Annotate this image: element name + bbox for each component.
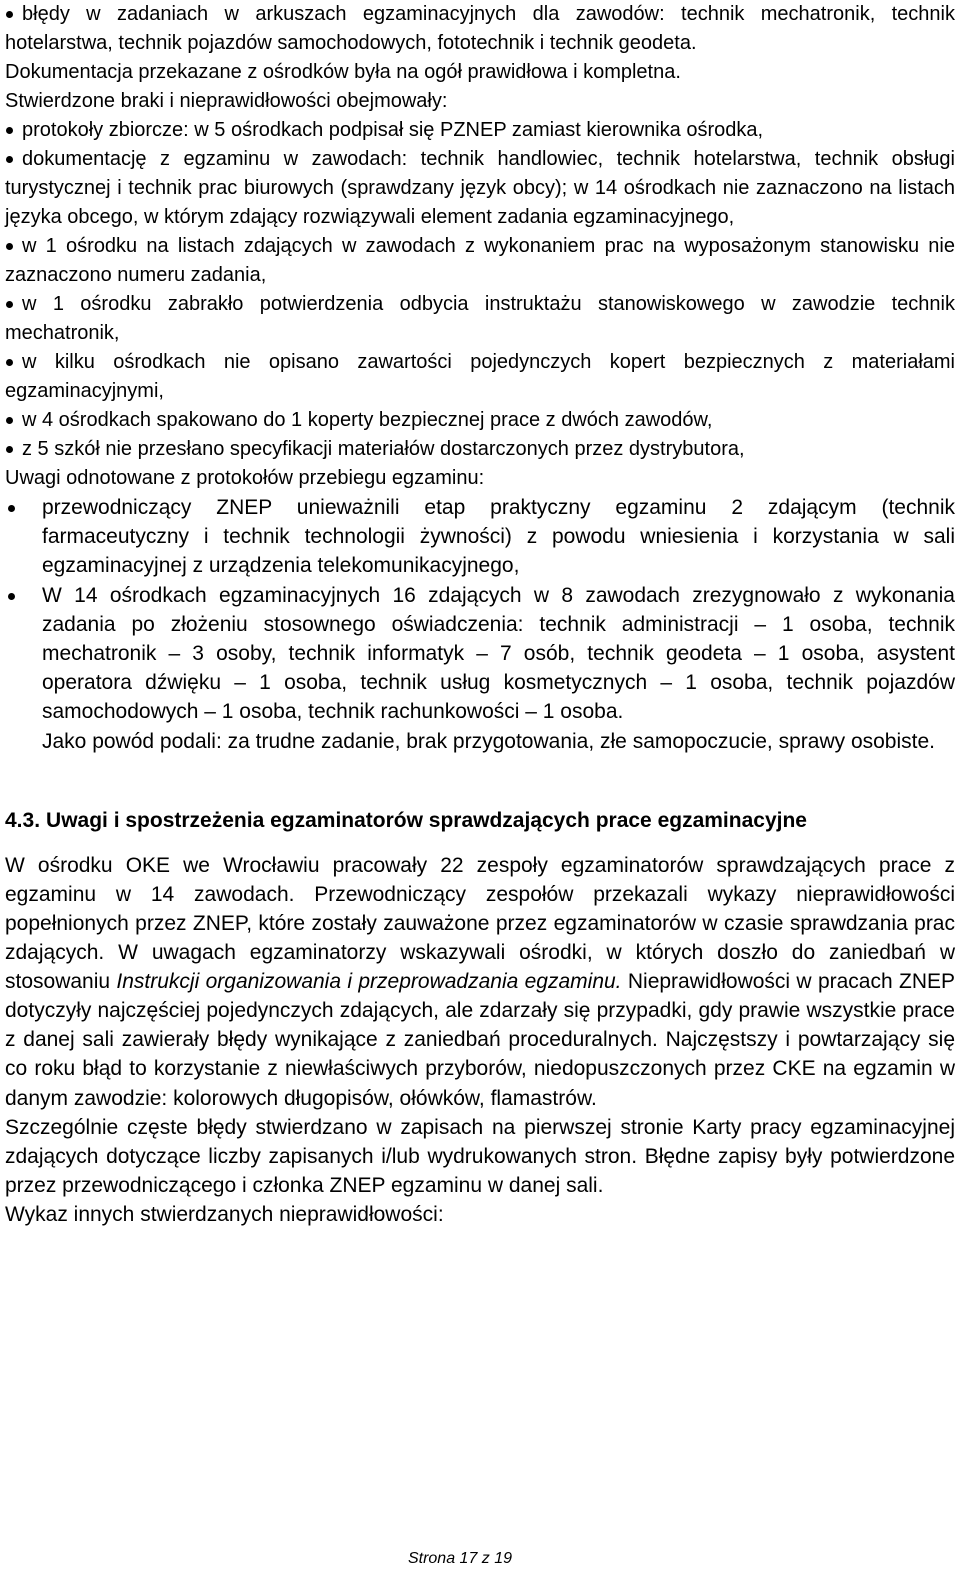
paragraph-1 xyxy=(5,851,955,1113)
list-item: w kilku ośrodkach nie opisano zawartości pojedynczych kopert bezpiecznych z materiałami egzaminacyjnymi, xyxy=(5,348,955,406)
list-item: w 1 ośrodku zabrakło potwierdzenia odbycia instruktażu stanowiskowego w zawodzie technik mechatronik, xyxy=(5,290,955,348)
list-item: z 5 szkół nie przesłano specyfikacji materiałów dostarczonych przez dystrybutora, xyxy=(5,435,955,464)
paragraph-documentation: Dokumentacja przekazane z ośrodków była na ogół prawidłowa i kompletna. xyxy=(5,61,681,83)
paragraph-1-text-a: W ośrodku OKE we Wrocławiu pracowały 22 zespoły egzaminatorów sprawdzających prace z egzaminu w 14 zawodach. Przewodniczący zespołów przekazali wykazy nieprawidłowości popełnionych przez ZNEP, które zostały zauważone przez egzaminatorów w czasie sprawdzania prac zdających. W uwagach egzaminatorzy wskazywali ośrodki, w których doszło do zaniedbań w stosowaniu xyxy=(5,853,955,994)
list-item: W 14 ośrodkach egzaminacyjnych 16 zdających w 8 zawodach zrezygnowało z wykonania zadania po złożeniu stosownego oświadczenia: technik administracji – 1 osoba, technik mechatronik – 3 osoby, technik informatyk – 7 osób, technik geodeta – 1 osoba, asystent operatora dźwięku – 1 osoba, technik usług kosmetycznych – 1 osoba, technik pojazdów samochodowych – 1 osoba, technik rachunkowości – 1 osoba. xyxy=(5,581,955,727)
list-item: błędy w zadaniach w arkuszach egzaminacyjnych dla zawodów: technik mechatronik, technik hotelarstwa, technik pojazdów samochodowych, fototechnik i technik geodeta. xyxy=(5,0,955,58)
paragraph-1-text-b: Nieprawidłowości w pracach ZNEP dotyczyły najczęściej pojedynczych zdających, ale zdarzały się przypadki, gdy prawie wszystkie prace z danej sali zawierały błędy wynikające z zaniedbań proceduralnych. Najczęstszy i powtarzający się co roku błąd to korzystanie z niewłaściwych przyborów, niedopuszczonych przez CKE na egzamin w danym zawodzie: kolorowych długopisów, ołówków, flamastrów. xyxy=(5,970,955,1110)
paragraph-2: Szczególnie częste błędy stwierdzano w zapisach na pierwszej stronie Karty pracy egzaminacyjnej zdających dotyczące liczby zapisanych i/lub wydrukowanych stron. Błędne zapisy były potwierdzone przez przewodniczącego i członka ZNEP egzaminu w danej sali. xyxy=(5,1115,955,1197)
paragraph-remarks-intro: Uwagi odnotowane z protokołów przebiegu egzaminu: xyxy=(5,467,485,489)
list-item: przewodniczący ZNEP unieważnili etap praktyczny egzaminu 2 zdającym (technik farmaceutyczny i technik technologii żywności) z powodu wniesienia i korzystania w sali egzaminacyjnej z urządzenia telekomunikacyjnego, xyxy=(5,493,955,581)
page-footer xyxy=(0,1550,960,1568)
paragraph-reason: Jako powód podali: za trudne zadanie, brak przygotowania, złe samopoczucie, sprawy osobiste. xyxy=(42,729,936,753)
document-page xyxy=(5,0,955,1229)
paragraph-defects-intro: Stwierdzone braki i nieprawidłowości obejmowały: xyxy=(5,90,448,112)
paragraph-1-italic: Instrukcji organizowania i przeprowadzania egzaminu. xyxy=(116,970,622,994)
paragraph-3: Wykaz innych stwierdzanych nieprawidłowości: xyxy=(5,1202,444,1226)
list-item: w 1 ośrodku na listach zdających w zawodach z wykonaniem prac na wyposażonym stanowisku nie zaznaczono numeru zadania, xyxy=(5,232,955,290)
list-item: w 4 ośrodkach spakowano do 1 koperty bezpiecznej prace z dwóch zawodów, xyxy=(5,406,955,435)
list-item: protokoły zbiorcze: w 5 ośrodkach podpisał się PZNEP zamiast kierownika ośrodka, xyxy=(5,116,955,145)
defects-list xyxy=(5,116,955,464)
section-title: Uwagi i spostrzeżenia egzaminatorów sprawdzających prace egzaminacyjne xyxy=(46,808,807,832)
section-body xyxy=(5,851,955,1229)
section-number: 4.3. xyxy=(5,808,41,832)
top-list xyxy=(5,0,955,58)
list-item: dokumentację z egzaminu w zawodach: technik handlowiec, technik hotelarstwa, technik obsługi turystycznej i technik prac biurowych (sprawdzany język obcy); w 14 ośrodkach nie zaznaczono na listach języka obcego, w którym zdający rozwiązywali element zadania egzaminacyjnego, xyxy=(5,145,955,232)
remarks-list xyxy=(5,493,955,727)
section-heading xyxy=(5,806,955,835)
page-number: Strona 17 z 19 xyxy=(407,1550,513,1567)
